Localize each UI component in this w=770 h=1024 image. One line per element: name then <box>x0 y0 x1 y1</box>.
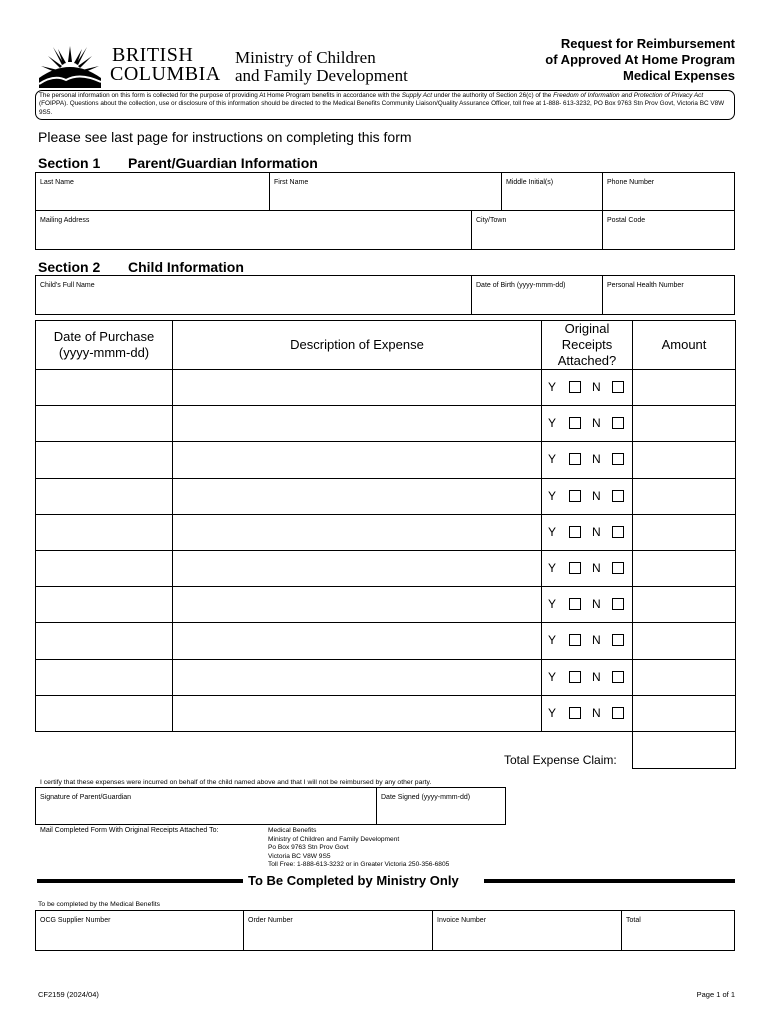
mail-line-2: Ministry of Children and Family Development <box>268 835 400 843</box>
logo-line-2: COLUMBIA <box>110 63 221 85</box>
last-name-label: Last Name <box>40 179 74 186</box>
date-of-birth-label: Date of Birth (yyyy-mmm-dd) <box>476 282 566 289</box>
middle-initial-label: Middle Initial(s) <box>506 179 554 186</box>
child-full-name-field[interactable] <box>35 275 472 315</box>
purchase-date-cell[interactable] <box>35 514 173 551</box>
amount-cell[interactable] <box>632 695 736 732</box>
form-id: CF2159 (2024/04) <box>38 990 99 999</box>
description-cell[interactable] <box>172 550 542 587</box>
yes-label: Y <box>548 488 557 503</box>
ministry-only-heading: To Be Completed by Ministry Only <box>248 873 459 888</box>
description-cell[interactable] <box>172 695 542 732</box>
yes-label: Y <box>548 416 557 431</box>
yes-label: Y <box>548 597 557 612</box>
amount-cell[interactable] <box>632 550 736 587</box>
no-label: N <box>592 380 601 394</box>
notice-italic-2: Freedom of Information and Protection of Privacy Act <box>553 92 704 99</box>
total-field[interactable] <box>621 910 735 951</box>
receipts-cell <box>541 441 633 478</box>
amount-header-text: Amount <box>661 337 707 352</box>
yes-checkbox[interactable] <box>569 490 581 502</box>
amount-cell[interactable] <box>632 441 736 478</box>
receipts-attached-header <box>541 320 633 370</box>
signature-label: Signature of Parent/Guardian <box>40 794 132 801</box>
yes-checkbox[interactable] <box>569 634 581 646</box>
heading-rule-right <box>484 879 735 883</box>
yes-checkbox[interactable] <box>569 381 581 393</box>
invoice-number-label: Invoice Number <box>437 917 487 924</box>
no-label: N <box>592 669 601 684</box>
no-label: N <box>592 633 601 648</box>
notice-text-3: (FOIPPA). Questions about the collection, use or disclosure of this information should be directed to the Medical Benefits Community Liaison/Quality Assurance Officer, toll free at 1-888- 613-3232, PO Box 9763 Stn Prov Govt, Victoria BC V8W 9S5. <box>39 100 725 116</box>
receipts-cell <box>541 550 633 587</box>
no-checkbox[interactable] <box>612 671 624 683</box>
purchase-date-cell[interactable] <box>35 478 173 515</box>
yes-checkbox[interactable] <box>569 598 581 610</box>
total-label: Total <box>626 917 641 924</box>
purchase-date-cell[interactable] <box>35 659 173 696</box>
city-town-label: City/Town <box>476 217 507 224</box>
purchase-date-cell[interactable] <box>35 586 173 623</box>
purchase-date-cell[interactable] <box>35 405 173 442</box>
notice-italic-1: Supply Act <box>401 92 432 99</box>
city-town-field[interactable] <box>471 210 603 250</box>
no-label: N <box>592 452 601 467</box>
description-cell[interactable] <box>172 478 542 515</box>
ministry-line-2: and Family Development <box>235 66 408 85</box>
logo-line-1: BRITISH <box>112 44 194 66</box>
child-full-name-label: Child's Full Name <box>40 282 95 289</box>
yes-checkbox[interactable] <box>569 526 581 538</box>
no-label: N <box>592 561 601 575</box>
amount-header <box>632 320 736 370</box>
notice-text-2: under the authority of Section 26(c) of the <box>432 92 554 99</box>
amount-cell[interactable] <box>632 369 736 406</box>
mail-line-5: Toll Free: 1-888-613-3232 or in Greater Victoria 250-356-6805 <box>268 861 450 868</box>
yes-label: Y <box>548 452 557 467</box>
section-2-number: Section 2 <box>38 259 101 275</box>
no-checkbox[interactable] <box>612 634 624 646</box>
title-line-2: of Approved At Home Program <box>545 52 735 67</box>
no-label: N <box>592 416 601 431</box>
date-signed-label: Date Signed (yyyy-mmm-dd) <box>381 794 471 801</box>
receipts-cell <box>541 478 633 515</box>
yes-checkbox[interactable] <box>569 562 581 574</box>
receipts-cell <box>541 369 633 406</box>
no-label: N <box>592 524 601 539</box>
title-line-1: Request for Reimbursement <box>560 36 735 51</box>
no-checkbox[interactable] <box>612 562 624 574</box>
mail-to-label: Mail Completed Form With Original Receipts Attached To: <box>40 827 219 834</box>
yes-checkbox[interactable] <box>569 671 581 683</box>
section-2-title: Child Information <box>128 259 244 275</box>
total-expense-field[interactable] <box>632 731 736 769</box>
supplier-number-label: OCG Supplier Number <box>40 917 111 924</box>
mail-line-1: Medical Benefits <box>268 827 317 834</box>
receipts-cell <box>541 659 633 696</box>
purchase-date-cell[interactable] <box>35 369 173 406</box>
first-name-label: First Name <box>274 179 309 186</box>
amount-cell[interactable] <box>632 622 736 659</box>
purchase-date-cell[interactable] <box>35 441 173 478</box>
first-name-field[interactable] <box>269 172 502 211</box>
description-cell[interactable] <box>172 659 542 696</box>
mail-line-3: Po Box 9763 Stn Prov Govt <box>268 844 349 851</box>
yes-checkbox[interactable] <box>569 453 581 465</box>
no-checkbox[interactable] <box>612 598 624 610</box>
yes-label: Y <box>548 561 557 575</box>
middle-initial-field[interactable] <box>501 172 603 211</box>
no-label: N <box>592 597 601 612</box>
amount-cell[interactable] <box>632 659 736 696</box>
receipts-attached-header-text: Original Receipts Attached? <box>557 321 617 368</box>
purchase-date-cell[interactable] <box>35 550 173 587</box>
bc-sun-logo-icon <box>36 40 104 88</box>
ministry-only-note: To be completed by the Medical Benefits <box>38 901 161 908</box>
section-1-number: Section 1 <box>38 155 101 171</box>
receipts-cell <box>541 695 633 732</box>
description-header-text: Description of Expense <box>290 337 424 352</box>
description-cell[interactable] <box>172 441 542 478</box>
amount-cell[interactable] <box>632 478 736 515</box>
yes-label: Y <box>548 633 557 648</box>
personal-health-number-field[interactable] <box>602 275 735 315</box>
purchase-date-cell[interactable] <box>35 695 173 732</box>
purchase-date-cell[interactable] <box>35 622 173 659</box>
mailing-address-field[interactable] <box>35 210 472 250</box>
invoice-number-field[interactable] <box>432 910 622 951</box>
yes-checkbox[interactable] <box>569 417 581 429</box>
description-cell[interactable] <box>172 622 542 659</box>
postal-code-field[interactable] <box>602 210 735 250</box>
date-signed-field[interactable] <box>376 787 506 825</box>
last-name-field[interactable] <box>35 172 270 211</box>
date-of-birth-field[interactable] <box>471 275 603 315</box>
no-checkbox[interactable] <box>612 526 624 538</box>
receipts-cell <box>541 405 633 442</box>
no-checkbox[interactable] <box>612 417 624 429</box>
no-checkbox[interactable] <box>612 707 624 719</box>
receipts-cell <box>541 622 633 659</box>
page-number: Page 1 of 1 <box>696 990 735 999</box>
description-header <box>172 320 542 370</box>
no-checkbox[interactable] <box>612 453 624 465</box>
no-checkbox[interactable] <box>612 381 624 393</box>
instructions-text: Please see last page for instructions on completing this form <box>38 129 412 145</box>
amount-cell[interactable] <box>632 405 736 442</box>
description-cell[interactable] <box>172 586 542 623</box>
title-line-3: Medical Expenses <box>623 68 735 83</box>
date-of-purchase-header <box>35 320 173 370</box>
heading-rule-left <box>37 879 243 883</box>
receipts-cell <box>541 586 633 623</box>
section-1-title: Parent/Guardian Information <box>128 155 318 171</box>
order-number-label: Order Number <box>248 917 293 924</box>
description-cell[interactable] <box>172 514 542 551</box>
mailing-address-label: Mailing Address <box>40 217 90 224</box>
phone-number-field[interactable] <box>602 172 735 211</box>
description-cell[interactable] <box>172 369 542 406</box>
ministry-line-1: Ministry of Children <box>235 48 376 67</box>
mail-line-4: Victoria BC V8W 9S5 <box>268 852 331 860</box>
order-number-field[interactable] <box>243 910 433 951</box>
supplier-number-field[interactable] <box>35 910 244 951</box>
amount-cell[interactable] <box>632 514 736 551</box>
yes-label: Y <box>548 380 557 394</box>
yes-label: Y <box>548 669 557 684</box>
amount-cell[interactable] <box>632 586 736 623</box>
no-label: N <box>592 705 601 720</box>
notice-text-1: The personal information on this form is collected for the purpose of providing At Home Program benefits in accordance with the <box>39 92 402 99</box>
no-checkbox[interactable] <box>612 490 624 502</box>
personal-health-number-label: Personal Health Number <box>607 282 684 289</box>
form-title <box>545 36 735 84</box>
no-label: N <box>592 488 601 503</box>
receipts-cell <box>541 514 633 551</box>
date-of-purchase-header-text: Date of Purchase (yyyy-mmm-dd) <box>53 329 155 360</box>
privacy-notice <box>35 90 735 120</box>
certification-text: I certify that these expenses were incurred on behalf of the child named above and that I will not be reimbursed by any other party. <box>40 779 432 786</box>
description-cell[interactable] <box>172 405 542 442</box>
postal-code-label: Postal Code <box>607 217 646 224</box>
yes-label: Y <box>548 705 557 720</box>
yes-label: Y <box>548 524 557 539</box>
phone-number-label: Phone Number <box>607 179 655 186</box>
signature-field[interactable] <box>35 787 377 825</box>
mailing-address-block <box>268 827 449 870</box>
total-expense-label: Total Expense Claim: <box>504 753 617 767</box>
yes-checkbox[interactable] <box>569 707 581 719</box>
